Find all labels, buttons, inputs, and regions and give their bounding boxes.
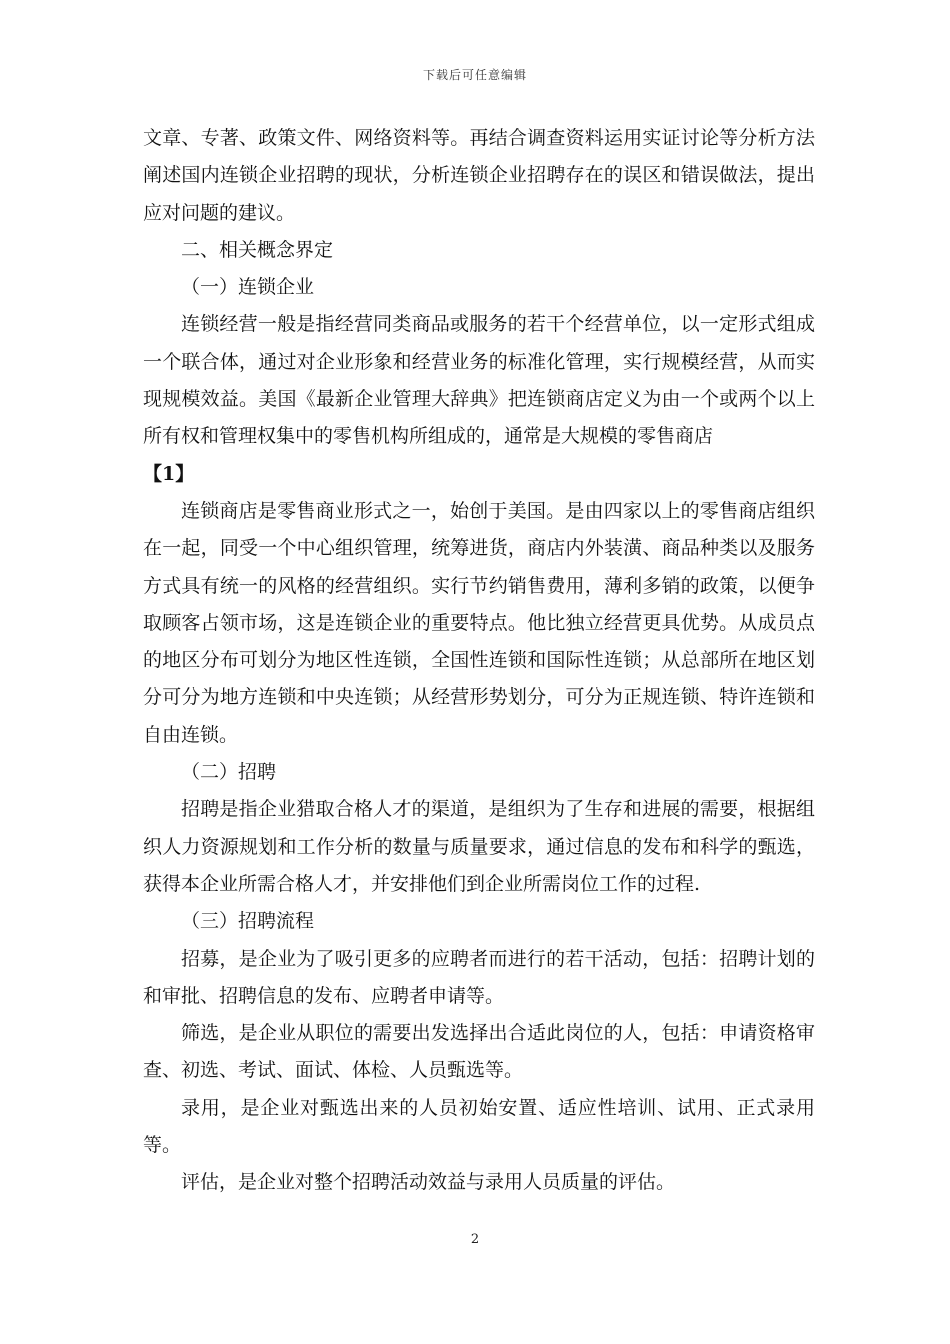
page-number: 2 xyxy=(470,1232,480,1247)
paragraph: 连锁商店是零售商业形式之一，始创于美国。是由四家以上的零售商店组织在一起，同受一个中心组织管理，统筹进货，商店内外装潢、商品种类以及服务方式具有统一的风格的经营组织。实行节约销售费用，薄利多销的政策，以便争取顾客占领市场，这是连锁企业的重要特点。他比独立经营更具优势。从成员点的地区分布可划分为地区性连锁，全国性连锁和国际性连锁；从总部所在地区划分可分为地方连锁和中央连锁；从经营形势划分，可分为正规连锁、特许连锁和自由连锁。 xyxy=(143,499,815,746)
subsection-heading: （一）连锁企业 xyxy=(181,276,315,299)
paragraph: 连锁经营一般是指经营同类商品或服务的若干个经营单位，以一定形式组成一个联合体，通过对企业形象和经营业务的标准化管理，实行规模经营，从而实现规模效益。美国《最新企业管理大辞典》把连锁商店定义为由一个或两个以上所有权和管理权集中的零售机构所组成的，通常是大规模的零售商店 xyxy=(143,313,815,448)
subsection-heading: （三）招聘流程 xyxy=(181,910,315,933)
paragraph: 招聘是指企业猎取合格人才的渠道，是组织为了生存和进展的需要，根据组织人力资源规划和工作分析的数量与质量要求，通过信息的发布和科学的甄选，获得本企业所需合格人才，并安排他们到企业所需岗位工作的过程. xyxy=(143,798,815,895)
paragraph: 招募，是企业为了吸引更多的应聘者而进行的若干活动，包括：招聘计划的和审批、招聘信息的发布、应聘者申请等。 xyxy=(143,947,815,1007)
paragraph: 文章、专著、政策文件、网络资料等。再结合调查资料运用实证讨论等分析方法阐述国内连锁企业招聘的现状，分析连锁企业招聘存在的误区和错误做法，提出应对问题的建议。 xyxy=(143,127,815,224)
section-heading: 二、相关概念界定 xyxy=(181,238,334,261)
citation-marker: 【1】 xyxy=(143,462,195,485)
page-header: 下载后可任意编辑 xyxy=(422,68,527,82)
paragraph: 录用，是企业对甄选出来的人员初始安置、适应性培训、试用、正式录用等。 xyxy=(143,1096,815,1157)
paragraph: 评估，是企业对整个招聘活动效益与录用人员质量的评估。 xyxy=(181,1171,676,1194)
subsection-heading: （二）招聘 xyxy=(181,761,277,784)
paragraph: 筛选，是企业从职位的需要出发选择出合适此岗位的人，包括：申请资格审查、初选、考试、面试、体检、人员甄选等。 xyxy=(143,1022,815,1082)
document-body xyxy=(143,120,815,1202)
